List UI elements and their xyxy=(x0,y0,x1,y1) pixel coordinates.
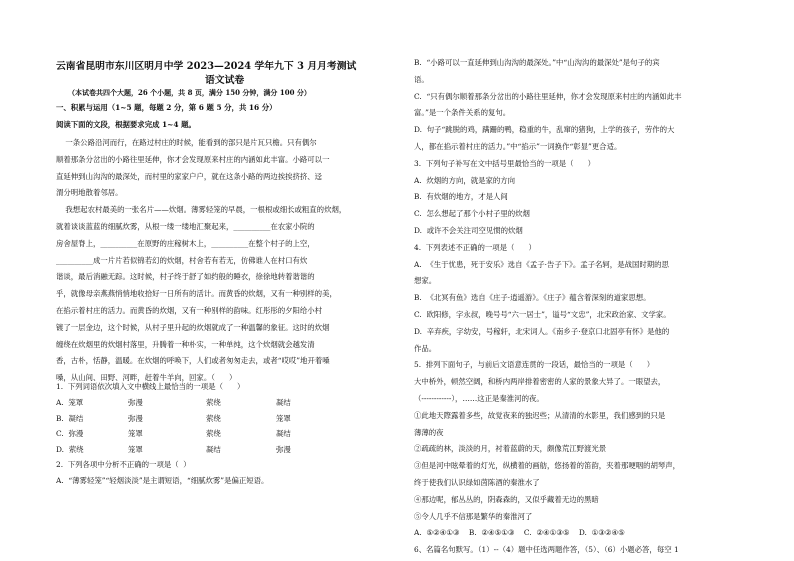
option-cell: C. 弥漫 xyxy=(56,429,84,439)
right-text-line: A. ⑤②④①③ B. ②④⑤①③ C. ②④①③⑤ D. ①③②④⑤ xyxy=(414,528,625,538)
option-cell: 凝结 xyxy=(276,398,291,407)
passage-line: 一条公路沿河而行，在路过村庄的时候，能看到的部只是片瓦只檐。只有偶尔 xyxy=(56,138,317,147)
passage-line: 房舍屋脊上，__________在原野的庄稼树木上，__________在整个村子的上空， xyxy=(56,238,315,248)
right-text-line: （------------），……这正是秦淮河的夜。 xyxy=(414,394,544,403)
right-text-line: 4. 下列表述不正确的一项是（ ） xyxy=(414,242,536,252)
option-cell: 笼罩 xyxy=(276,413,291,423)
right-text-line: 想家。 xyxy=(414,276,437,286)
right-text-line: B. “小路可以一直延伸到山沟沟的最深处。”中“山沟沟的最深处”是句子的宾 xyxy=(414,58,660,67)
exam-subtitle: 语文试卷 xyxy=(205,75,245,86)
right-text-line: A. 《生于忧患，死于安乐》选自《孟子·告子下》。孟子名轲，是战国时期的思 xyxy=(414,259,669,269)
passage-line: 我想起农村最美的一张名片——炊烟。薄雾轻笼的早晨，一根根或细长或粗直的炊烟， xyxy=(56,205,347,215)
right-text-line: 3. 下列句子补写在文中括号里最恰当的一项是（ ） xyxy=(414,158,596,168)
right-text-line: ③但是河中眩晕着的灯光，纵横着的画舫，悠扬着的笛韵，夹着那哽咽的胡琴声， xyxy=(414,461,681,471)
right-text-line: D. 辛弃疾，字幼安，号稼轩，北宋词人。《南乡子·登京口北固亭有怀》是他的 xyxy=(414,326,670,336)
right-text-line: 大中桥外，顿然空阔，和桥内两岸排着密密的人家的景象大异了。一眼望去， xyxy=(414,377,666,387)
option-cell: 萦绕 xyxy=(206,413,221,423)
right-text-line: C. 怎么想起了那个小村子里的炊烟 xyxy=(414,209,530,219)
right-text-line: ①此地天際露着多些，故觉夜来的独迟些；从清清的水影里，我们感到的只是 xyxy=(414,410,666,420)
right-text-line: ⑤令人几乎不信那是繁华的秦淮河了 xyxy=(414,511,533,521)
passage-line: __________成一片片若似锦若幻的炊烟，村舍若有若无，仿佛谁人在村口有炊 xyxy=(56,255,308,265)
right-text-line: D. 句子“跳脱的鸡，蹒跚的鸭，稳重的牛，乱窜的猪狗，上学的孩子，劳作的大 xyxy=(414,125,675,135)
right-text-line: 6、名篇名句默写。（1）--（4）题中任选两题作答，（5）、（6）小题必答，每空 1 xyxy=(414,545,679,555)
right-text-line: ④那边呢，郁丛丛的，阴森森的，又似乎藏着无边的黑暗 xyxy=(414,494,599,504)
right-text-line: 终于使我们认识绿如茵陈酒的秦淮水了 xyxy=(414,478,540,487)
option-cell: 笼罩 xyxy=(128,429,143,439)
right-text-line: ②疏疏的林，淡淡的月，衬着蓝蔚的天，颇像荒江野渡光景 xyxy=(414,444,607,454)
passage-line: 顺着那条分岔出的小路往里延伸，你才会发现原来村庄的内涵如此丰富。小路可以一 xyxy=(56,154,330,164)
passage-line: 就着谈谈蓝蓝的细腻炊雾，从根一缕一缕地汇聚起来，__________在农家小院的 xyxy=(56,222,315,231)
right-text-line: 作品。 xyxy=(414,343,437,353)
right-text-line: 薄薄的夜 xyxy=(414,427,444,437)
right-text-line: C. “只有偶尔顺着那条分岔出的小路往里延伸，你才会发现原来村庄的内涵如此丰 xyxy=(414,91,682,101)
passage-line: 直延伸到山沟沟的最深处，而村里的家家户户，就在这条小路的两边挨挨挤挤、迳 xyxy=(56,171,323,181)
right-text-line: 语。 xyxy=(414,74,429,84)
option-cell: A. 笼罩 xyxy=(56,398,84,407)
passage-line: 镀了一层金边，这个时候，从村子里升起的炊烟就成了一种温馨的象征。这时的炊烟 xyxy=(56,322,330,332)
left-column xyxy=(56,0,388,561)
right-text-line: 富。”是一个条件关系的复句。 xyxy=(414,108,511,118)
right-text-line: A. 炊烟的方向，就是家的方向 xyxy=(414,175,516,185)
question-2: 2. 下列各项中分析不正确的一项是（ ） xyxy=(56,460,191,469)
passage-line: 在掐示着村庄的活力。而黄昏的炊烟，又有一种别样的韵味。红彤彤的夕阳给小村 xyxy=(56,306,323,315)
right-column xyxy=(414,0,746,561)
right-text-line: B. 《北冥有鱼》选自《庄子·逍遥游》。《庄子》蕴含着深刻的道家思想。 xyxy=(414,293,651,303)
right-text-line: 5. 排列下面句子，与前后文语意连贯的一段话，最恰当的一项是（ ） xyxy=(414,360,655,370)
right-text-line: D. 或许不会关注司空见惯的炊烟 xyxy=(414,226,523,235)
section-1-heading: 一、积累与运用（1~5 题，每题 2 分，第 6 题 5 分，共 16 分） xyxy=(56,103,277,112)
option-cell: 弥漫 xyxy=(128,413,143,423)
right-text-line: 人，都在掐示着村庄的活力。”中“掐示”一词换作“彰显”更合适。 xyxy=(414,142,622,151)
option-cell: 萦绕 xyxy=(206,429,221,439)
option-cell: 萦绕 xyxy=(206,398,221,407)
exam-notice: （本试卷共四个大题，26 个小题，共 8 页，满分 150 分钟，满分 100 分） xyxy=(68,88,311,97)
passage-line: 渭分明地散着邻居。 xyxy=(56,188,123,198)
option-cell: D. 萦绕 xyxy=(56,444,84,454)
right-text-line: C. 欧阳修，字永叔，晚号号“六一居士”，谥号“文忠”，北宋政治家、文学家。 xyxy=(414,310,671,319)
reading-instruction: 阅读下面的文段，根据要求完成 1~4 题。 xyxy=(56,120,196,129)
option-cell: 笼罩 xyxy=(128,444,143,454)
passage-line: 香，古朴，恬静，温暖。在炊烟的呼唤下，人们或者匆匆走去，或者“哎哎”地开着嗓 xyxy=(56,356,330,366)
question-2-option-a: A. “薄雾轻笼”“轻烟淡淡”是主谓短语，“细腻炊雾”是偏正短语。 xyxy=(56,476,269,485)
exam-title: 云南省昆明市东川区明月中学 2023—2024 学年九下 3 月月考测试 xyxy=(56,61,357,72)
passage-line: 缠绕在炊烟里的炊烟村落里，升腾着一种朴实，一种单纯，这个炊烟就会越发清 xyxy=(56,339,315,349)
passage-line: 乎，就像母亲燕燕悄悄地收拾好一日所有的活计。而黄昏的炊烟，又有一种别样的美， xyxy=(56,289,337,299)
right-text-line: B. 有炊烟的地方，才是人间 xyxy=(414,192,508,202)
option-cell: 凝结 xyxy=(276,429,291,439)
option-cell: 凝结 xyxy=(206,444,221,454)
option-cell: 弥漫 xyxy=(128,398,143,407)
option-cell: 弥漫 xyxy=(276,444,291,454)
option-cell: B. 凝结 xyxy=(56,413,84,423)
passage-line: 谐谈，最后消融无踪。这时候，村子终于舒了如约般的睡衣，徐徐地转着谐谐的 xyxy=(56,272,315,282)
passage-line: 嗓，从山间、田野、河畔，赶着牛羊向，回家。（ ） xyxy=(56,373,237,383)
question-1: 1. 下列词语依次填入文中横线上最恰当的一项是（ ） xyxy=(56,382,245,391)
